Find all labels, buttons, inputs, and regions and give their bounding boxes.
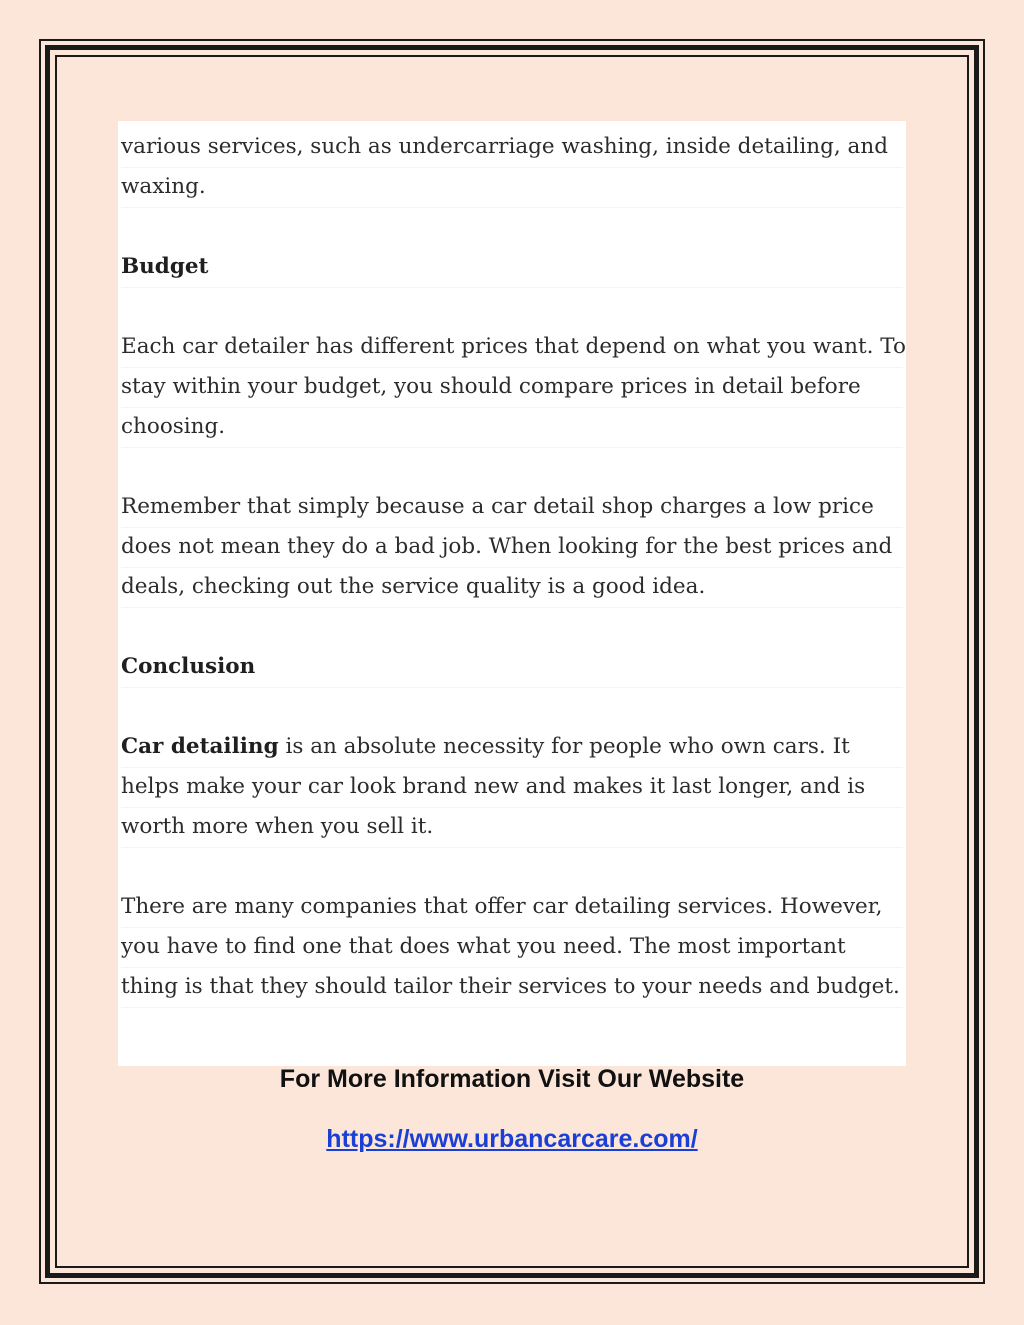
text-line: There are many companies that offer car detailing services. However, — [121, 887, 903, 928]
keyword-car-detailing: Car detailing — [121, 734, 279, 759]
text-line: thing is that they should tailor their services to your needs and budget. — [121, 967, 903, 1008]
text-line: waxing. — [121, 167, 903, 208]
text-line: helps make your car look brand new and makes it last longer, and is — [121, 767, 903, 808]
budget-heading — [121, 247, 903, 288]
heading-text: Budget — [121, 254, 209, 279]
text-line: deals, checking out the service quality is a good idea. — [121, 567, 903, 608]
text-line — [121, 727, 903, 768]
footer-title: For More Information Visit Our Website — [279, 1065, 745, 1093]
heading-text: Conclusion — [121, 654, 256, 679]
text-line: choosing. — [121, 407, 903, 448]
text-line: worth more when you sell it. — [121, 807, 903, 848]
text-line: does not mean they do a bad job. When looking for the best prices and — [121, 527, 903, 568]
conclusion-heading — [121, 647, 903, 688]
footer-link-container — [0, 1125, 1024, 1154]
text-line: you have to find one that does what you need. The most important — [121, 927, 903, 968]
text-span: is an absolute necessity for people who own cars. It — [278, 734, 850, 759]
article-content — [118, 121, 906, 1066]
text-line: stay within your budget, you should compare prices in detail before — [121, 367, 903, 408]
text-line: various services, such as undercarriage washing, inside detailing, and — [121, 127, 903, 168]
text-line: Each car detailer has different prices that depend on what you want. To — [121, 327, 903, 368]
text-line: Remember that simply because a car detail shop charges a low price — [121, 487, 903, 528]
website-link[interactable]: https://www.urbancarcare.com/ — [326, 1125, 698, 1153]
